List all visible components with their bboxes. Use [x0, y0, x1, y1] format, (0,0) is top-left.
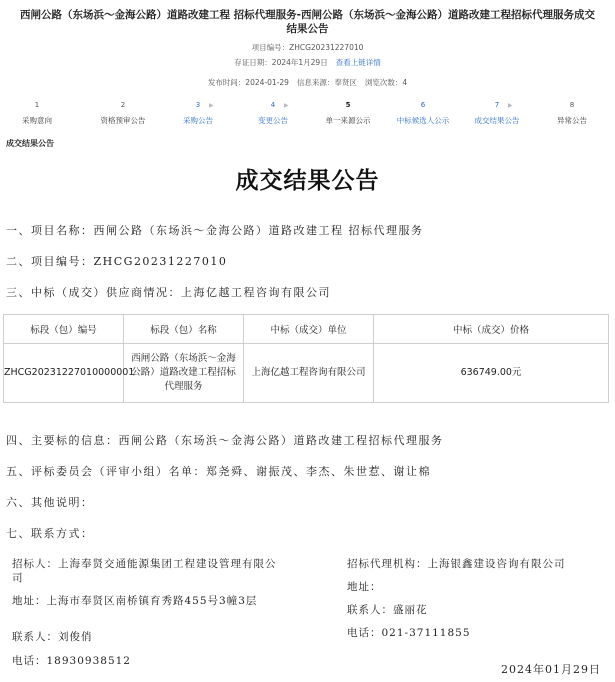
archive-line: [0, 57, 615, 68]
lot-name-cell: 西闸公路（东场浜～金海公路）道路改建工程招标代理服务: [124, 344, 244, 403]
column-header: 中标（成交）价格: [374, 315, 609, 344]
archive-date: 存证日期：2024年1月29日: [234, 58, 328, 67]
step-label: 中标候选人公示: [396, 116, 450, 125]
step-label: 变更公告: [258, 116, 288, 125]
step-number: 1: [34, 101, 40, 109]
subject-line: 四、主要标的信息：西闸公路（东场浜～金海公路）道路改建工程招标代理服务: [6, 434, 444, 447]
buyer-address: 地址：上海市奉贤区南桥镇育秀路455号3幢3层: [12, 595, 258, 607]
step-1[interactable]: [2, 100, 72, 127]
step-8[interactable]: [537, 100, 607, 127]
step-number: 5: [345, 101, 351, 109]
project-number-item: 二、项目编号：ZHCG20231227010: [6, 255, 228, 268]
buyer-name: 招标人：上海奉贤交通能源集团工程建设管理有限公司: [12, 558, 277, 584]
publish-info-line: [0, 77, 615, 88]
agent-name: 招标代理机构：上海银鑫建设咨询有限公司: [347, 558, 566, 570]
column-header: 中标（成交）单位: [244, 315, 374, 344]
contact-heading: 七、联系方式：: [6, 527, 94, 540]
info-source: 信息来源：奉贤区: [296, 78, 357, 87]
step-label: 资格预审公告: [100, 116, 146, 125]
step-label: 单一来源公示: [325, 116, 371, 125]
agent-address: 地址：: [347, 581, 382, 593]
step-5[interactable]: [313, 100, 383, 127]
step-arrow-icon: ▶: [508, 102, 513, 109]
step-number: 6: [420, 101, 426, 109]
step-label: 成交结果公告: [474, 116, 520, 125]
step-label: 采购意向: [22, 116, 52, 125]
step-number: 4: [270, 101, 276, 109]
step-arrow-icon: ▶: [284, 102, 289, 109]
project-number-line: [0, 42, 615, 53]
table-row: [4, 344, 609, 403]
table-header-row: [4, 315, 609, 344]
other-notes-line: 六、其他说明：: [6, 496, 94, 509]
document-date: 2024年01月29日: [501, 663, 601, 676]
step-number: 3: [195, 101, 201, 109]
project-name-line: 一、项目名称：西闸公路（东场浜～金海公路）道路改建工程 招标代理服务: [6, 224, 424, 237]
project-number: 项目编号：ZHCG20231227010: [251, 43, 364, 52]
column-header: 标段（包）名称: [124, 315, 244, 344]
winner-cell: 上海亿越工程咨询有限公司: [244, 344, 374, 403]
step-label: 采购公告: [183, 116, 213, 125]
step-2[interactable]: [88, 100, 158, 127]
section-label: 成交结果公告: [6, 139, 54, 148]
column-header: 标段（包）编号: [4, 315, 124, 344]
step-4[interactable]: [238, 100, 308, 127]
committee-line: 五、评标委员会（评审小组）名单：郑尧舜、谢振茂、李杰、朱世惹、谢让棉: [6, 465, 431, 478]
page-title: 西闸公路（东场浜～金海公路）道路改建工程 招标代理服务-西闸公路（东场浜～金海公路）道路改建工程招标代理服务成交结果公告: [20, 9, 596, 35]
process-steps: [0, 100, 615, 132]
step-7[interactable]: [462, 100, 532, 127]
chain-detail-link[interactable]: 查看上链详情: [335, 58, 381, 67]
agent-phone: 电话：021-37111855: [347, 627, 471, 639]
view-count: 浏览次数：4: [364, 78, 408, 87]
buyer-contact-person: 联系人：刘俊俏: [12, 631, 93, 643]
award-table: [3, 314, 609, 403]
step-number: 2: [120, 101, 126, 109]
agent-contact-person: 联系人：盛丽花: [347, 604, 428, 616]
step-arrow-icon: ▶: [209, 102, 214, 109]
buyer-phone: 电话：18930938512: [12, 655, 131, 667]
document-title: 成交结果公告: [235, 168, 380, 194]
step-3[interactable]: [163, 100, 233, 127]
publish-time: 发布时间：2024-01-29: [207, 78, 289, 87]
step-number: 8: [569, 101, 575, 109]
price-cell: 636749.00元: [374, 344, 609, 403]
step-number: 7: [494, 101, 500, 109]
supplier-line: 三、中标（成交）供应商情况：上海亿越工程咨询有限公司: [6, 286, 331, 299]
step-6[interactable]: [388, 100, 458, 127]
lot-number-cell: ZHCG20231227010000001: [4, 344, 124, 403]
step-label: 异常公告: [557, 116, 587, 125]
